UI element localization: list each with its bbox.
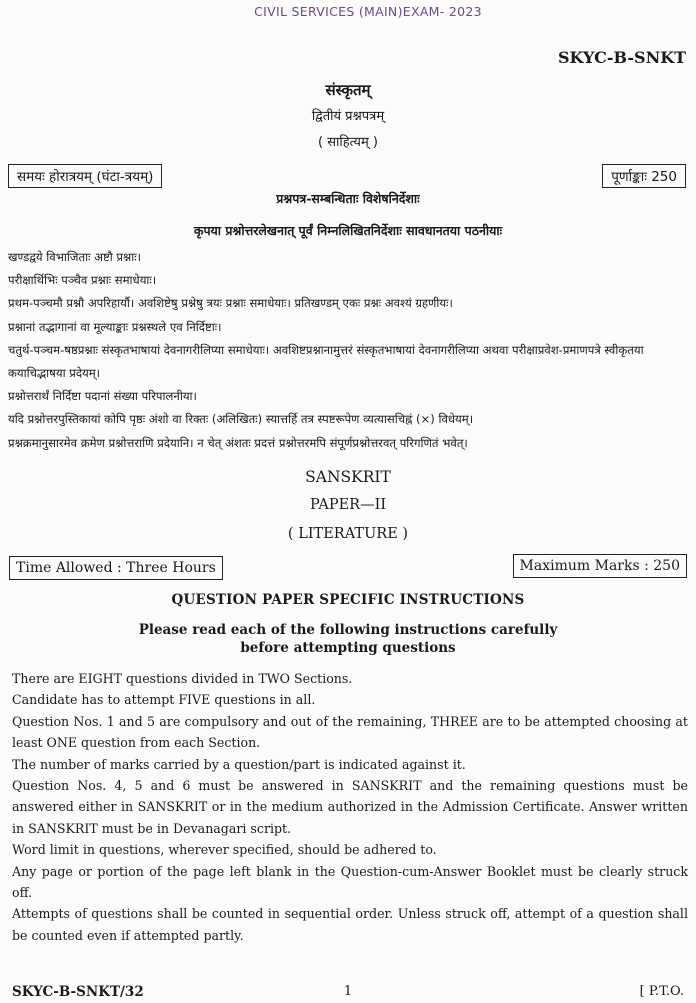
english-instructions [12, 668, 688, 946]
exam-stamp: CIVIL SERVICES (MAIN)EXAM- 2023 [254, 4, 482, 19]
hindi-instruction: यदि प्रश्नोत्तरपुस्तिकायां कोपि पृष्ठः अंशो वा रिक्तः (अलिखितः) स्यात्तर्हि तत्र स्पष्टरूपेण व्यत्यासचिह्नं (×) विधेयम्। [8, 412, 474, 427]
hindi-instruction: खण्डद्वये विभाजिताः अष्टौ प्रश्नाः। [8, 250, 141, 264]
hindi-time-box: समयः होरात्रयम् (घंटा-त्रयम्) [8, 164, 162, 188]
hindi-heading: प्रश्नपत्र-सम्बन्धिताः विशेषनिर्देशाः [276, 191, 420, 206]
hindi-instruction: प्रश्नक्रमानुसारमेव क्रमेण प्रश्नोत्तराणि प्रदेयानि। न चेत् अंशतः प्रदत्तं प्रश्नोत्तरमपि संपूर्णप्रश्नोत्तरवत् परिगणितं भवेत्। [8, 435, 468, 450]
paper-code: SKYC-B-SNKT [558, 48, 686, 67]
hindi-instruction: प्रथम-पञ्चमौ प्रश्नौ अपरिहार्यौ। अवशिष्टेषु प्रश्नेषु त्रयः प्रश्नाः समाधेयाः। प्रतिखण्डम् एकः प्रश्नः अवश्यं ग्रहणीयः। [8, 296, 453, 311]
page-number: 1 [343, 984, 353, 999]
instructions-heading: QUESTION PAPER SPECIFIC INSTRUCTIONS [171, 592, 525, 608]
english-subject: ( LITERATURE ) [287, 526, 409, 542]
instruction: Question Nos. 4, 5 and 6 must be answered in SANSKRIT and the remaining questions must be answered either in SANSKRIT or in the medium authorized in the Admission Certificate. Answer written in SANSKRIT must be in Devanagari script. [12, 778, 688, 836]
hindi-paper: द्वितीयं प्रश्नपत्रम् [311, 109, 385, 124]
hindi-marks-box: पूर्णाङ्काः 250 [602, 164, 686, 188]
time-allowed-box: Time Allowed : Three Hours [9, 556, 223, 580]
hindi-read-carefully: कृपया प्रश्नोत्तरलेखनात् पूर्वं निम्नलिखितनिर्देशाः सावधानतया पठनीयाः [193, 223, 503, 238]
hindi-instructions [8, 246, 690, 455]
english-title: SANSKRIT [305, 468, 391, 486]
instruction: Word limit in questions, wherever specified, should be adhered to. [12, 842, 437, 858]
instruction: Question Nos. 1 and 5 are compulsory and out of the remaining, THREE are to be attempted choosing at least ONE question from each Section. [12, 713, 688, 751]
maximum-marks-box: Maximum Marks : 250 [513, 554, 687, 578]
hindi-instruction: प्रश्नोत्तरार्थं निर्दिष्टा पदानां संख्या परिपालनीया। [8, 389, 197, 404]
instruction: There are EIGHT questions divided in TWO Sections. [12, 671, 353, 686]
english-paper: PAPER—II [309, 497, 387, 513]
instruction: Candidate has to attempt FIVE questions in all. [12, 692, 316, 708]
footer-code: SKYC-B-SNKT/32 [12, 984, 144, 1000]
hindi-subject: ( साहित्यम् ) [318, 135, 378, 150]
instruction: Any page or portion of the page left blank in the Question-cum-Answer Booklet must be clearly struck off. [12, 863, 688, 901]
hindi-instruction: चतुर्थ-पञ्चम-षष्ठप्रश्नाः संस्कृतभाषायां देवनागरीलिप्या समाधेयाः। अवशिष्टप्रश्नानामुत्तरं संस्कृतभाषायां देवनागरीलिप्या अथवा परीक्षाप्रवेश-प्रमाणपत्रे स्वीकृतया कयाचिद्भाषया प्रदेयम्। [8, 342, 644, 381]
read-carefully-line1: Please read each of the following instructions carefully [138, 622, 558, 638]
hindi-instruction: परीक्षार्थिभिः पञ्चैव प्रश्नाः समाधेयाः। [8, 273, 157, 288]
read-carefully-line2: before attempting questions [240, 640, 456, 656]
instruction: The number of marks carried by a question/part is indicated against it. [12, 756, 466, 772]
hindi-instruction: प्रश्नानां तद्भागानां वा मूल्याङ्काः प्रश्नस्थले एव निर्दिष्टाः। [8, 319, 222, 334]
hindi-title: संस्कृतम् [325, 81, 371, 99]
instruction: Attempts of questions shall be counted in sequential order. Unless struck off, attempt of a question shall be counted even if attempted partly. [12, 906, 688, 943]
pto-label: [ P.T.O. [639, 984, 684, 999]
